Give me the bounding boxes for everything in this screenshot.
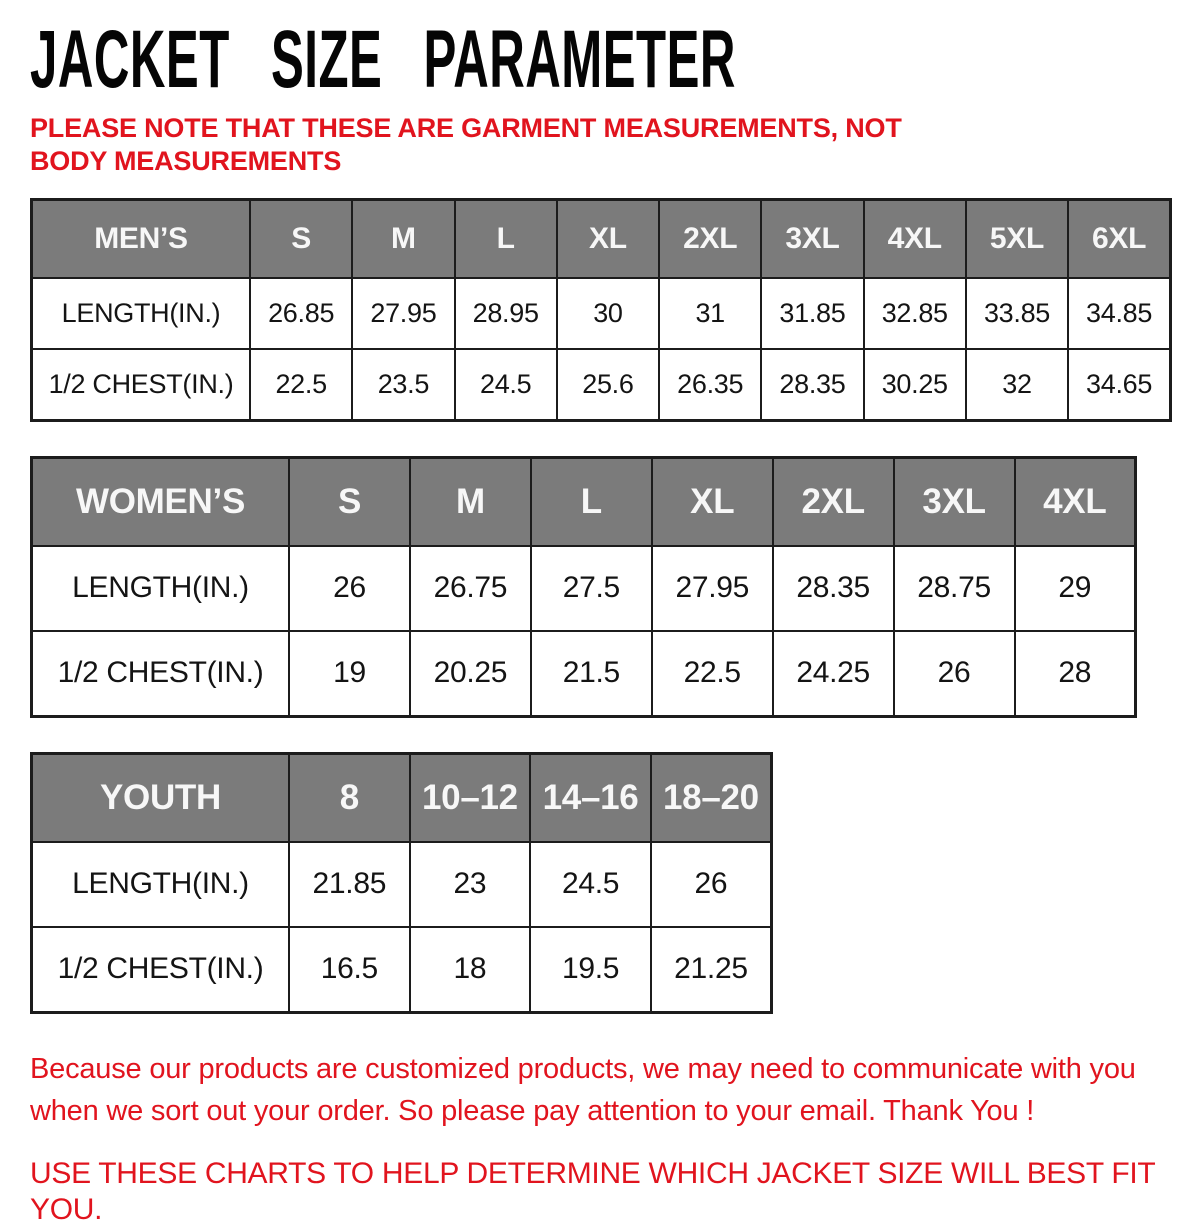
size-value-cell: 22.5 <box>250 349 352 421</box>
table-row <box>32 349 1171 421</box>
size-value-cell: 16.5 <box>289 927 410 1013</box>
row-label-cell: LENGTH(IN.) <box>32 546 290 631</box>
size-value-cell: 19 <box>289 631 410 717</box>
size-value-cell: 32.85 <box>864 278 966 349</box>
size-value-cell: 26 <box>651 842 772 927</box>
size-value-cell: 32 <box>966 349 1068 421</box>
column-header-cell: 2XL <box>773 457 894 546</box>
size-value-cell: 20.25 <box>410 631 531 717</box>
customization-notice: Because our products are customized products, we may need to communicate with you when we sort out your order. So please pay attention to your email. Thank You ! <box>30 1052 1136 1127</box>
table-row <box>32 631 1136 717</box>
size-table-mens <box>30 198 1172 422</box>
column-header-cell: 14–16 <box>530 753 651 842</box>
table-title-cell: WOMEN’S <box>32 457 290 546</box>
column-header-cell: 2XL <box>659 199 761 278</box>
row-label-cell: LENGTH(IN.) <box>32 842 290 927</box>
size-value-cell: 23 <box>410 842 531 927</box>
size-value-cell: 33.85 <box>966 278 1068 349</box>
column-header-cell: M <box>352 199 454 278</box>
size-value-cell: 27.95 <box>652 546 773 631</box>
size-value-cell: 28.35 <box>761 349 863 421</box>
page-title: JACKET SIZE PARAMETER <box>30 14 736 105</box>
size-value-cell: 24.5 <box>530 842 651 927</box>
size-table-womens <box>30 456 1137 718</box>
column-header-cell: XL <box>652 457 773 546</box>
size-value-cell: 27.95 <box>352 278 454 349</box>
womens-size-table-container <box>30 456 1172 718</box>
size-value-cell: 28.95 <box>455 278 557 349</box>
size-value-cell: 27.5 <box>531 546 652 631</box>
size-value-cell: 31.85 <box>761 278 863 349</box>
column-header-cell: 3XL <box>894 457 1015 546</box>
size-value-cell: 31 <box>659 278 761 349</box>
row-label-cell: 1/2 CHEST(IN.) <box>32 927 290 1013</box>
header-row <box>32 199 1171 278</box>
column-header-cell: S <box>289 457 410 546</box>
column-header-cell: 4XL <box>864 199 966 278</box>
size-table-youth <box>30 752 773 1014</box>
row-label-cell: LENGTH(IN.) <box>32 278 251 349</box>
size-value-cell: 26.85 <box>250 278 352 349</box>
size-value-cell: 21.25 <box>651 927 772 1013</box>
size-value-cell: 19.5 <box>530 927 651 1013</box>
size-value-cell: 34.85 <box>1068 278 1170 349</box>
column-header-cell: L <box>455 199 557 278</box>
size-value-cell: 25.6 <box>557 349 659 421</box>
size-value-cell: 30.25 <box>864 349 966 421</box>
column-header-cell: 8 <box>289 753 410 842</box>
header-row <box>32 457 1136 546</box>
column-header-cell: 3XL <box>761 199 863 278</box>
header-row <box>32 753 772 842</box>
table-row <box>32 842 772 927</box>
row-label-cell: 1/2 CHEST(IN.) <box>32 349 251 421</box>
size-value-cell: 24.25 <box>773 631 894 717</box>
column-header-cell: 18–20 <box>651 753 772 842</box>
size-value-cell: 28.75 <box>894 546 1015 631</box>
size-value-cell: 28 <box>1015 631 1136 717</box>
size-value-cell: 26 <box>289 546 410 631</box>
size-value-cell: 26.35 <box>659 349 761 421</box>
table-title-cell: YOUTH <box>32 753 290 842</box>
table-title-cell: MEN’S <box>32 199 251 278</box>
column-header-cell: S <box>250 199 352 278</box>
size-value-cell: 24.5 <box>455 349 557 421</box>
size-value-cell: 28.35 <box>773 546 894 631</box>
table-row <box>32 546 1136 631</box>
row-label-cell: 1/2 CHEST(IN.) <box>32 631 290 717</box>
size-value-cell: 21.85 <box>289 842 410 927</box>
size-value-cell: 23.5 <box>352 349 454 421</box>
size-value-cell: 29 <box>1015 546 1136 631</box>
size-value-cell: 30 <box>557 278 659 349</box>
size-value-cell: 26 <box>894 631 1015 717</box>
garment-measurement-note: PLEASE NOTE THAT THESE ARE GARMENT MEASUREMENTS, NOT BODY MEASUREMENTS <box>30 113 902 176</box>
column-header-cell: M <box>410 457 531 546</box>
column-header-cell: L <box>531 457 652 546</box>
size-value-cell: 26.75 <box>410 546 531 631</box>
column-header-cell: 6XL <box>1068 199 1170 278</box>
table-row <box>32 927 772 1013</box>
chart-usage-tip: USE THESE CHARTS TO HELP DETERMINE WHICH JACKET SIZE WILL BEST FIT YOU. <box>30 1156 1155 1226</box>
column-header-cell: 10–12 <box>410 753 531 842</box>
size-value-cell: 34.65 <box>1068 349 1170 421</box>
column-header-cell: 4XL <box>1015 457 1136 546</box>
column-header-cell: 5XL <box>966 199 1068 278</box>
size-value-cell: 18 <box>410 927 531 1013</box>
youth-size-table-container <box>30 752 1172 1014</box>
mens-size-table-container <box>30 198 1172 422</box>
table-row <box>32 278 1171 349</box>
size-value-cell: 21.5 <box>531 631 652 717</box>
size-value-cell: 22.5 <box>652 631 773 717</box>
column-header-cell: XL <box>557 199 659 278</box>
